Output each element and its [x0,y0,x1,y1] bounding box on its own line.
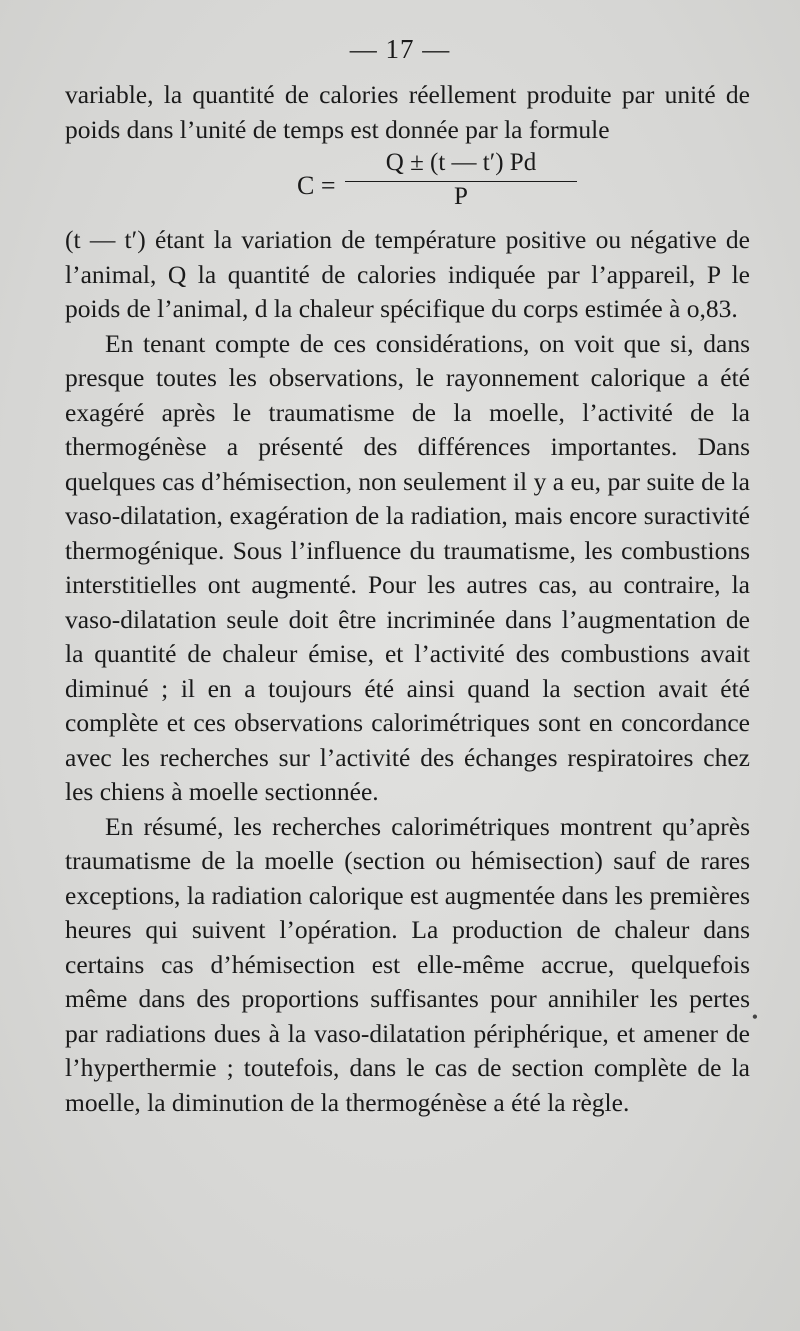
body-text [65,78,750,1120]
formula-numerator: Q ± (t — t′) Pd [345,147,577,182]
formula-fraction [345,147,577,212]
ink-dot: • [751,1007,758,1027]
paragraph-2: En tenant compte de ces considérations, on voit que si, dans presque toutes les observations, le rayonnement calorique a été exagéré après le traumatisme de la moelle, l’activité de la thermogénèse a présenté des différences importantes. Dans quelques cas d’hémisection, non seulement il y a eu, par suite de la vaso-dilatation, exagération de la radiation, mais encore suractivité thermogénique. Sous l’influence du traumatisme, les combustions interstitielles ont augmenté. Pour les autres cas, au contraire, la vaso-dilatation seule doit être incriminée dans l’augmentation de la quantité de chaleur émise, et l’activité des combustions avait diminué ; il en a toujours été ainsi quand la section avait été complète et ces observations calorimétriques sont en concordance avec les recherches sur l’activité des échanges respiratoires chez les chiens à moelle sectionnée. [65,328,750,806]
formula-lhs: C = [297,171,336,200]
page-number: — 17 — [349,34,451,64]
paragraph-1-start: variable, la quantité de calories réellement produite par unité de poids dans l’unité de temps est donnée par la formule [65,80,750,144]
formula [65,147,750,223]
paragraph-3: En résumé, les recherches calorimétriques montrent qu’après traumatisme de la moelle (section ou hémisection) sauf de rares exceptions, la radiation calorique est augmentée dans les premières heures qui suivent l’opération. La production de chaleur dans certains cas d’hémisection est elle-même accrue, quelquefois même dans des proportions suffisantes pour annihiler les pertes par radiations dues à la vaso-dilatation périphérique, et amener de l’hyperthermie ; toutefois, dans le cas de section complète de la moelle, la diminution de la thermogénèse a été la règle. [65,811,750,1117]
formula-denominator: P [454,183,468,210]
paragraph-1-end: (t — t′) étant la variation de température positive ou négative de l’animal, Q la quantité de calories indiquée par l’appareil, P le poids de l’animal, d la chaleur spécifique du corps estimée à o,83. [65,225,750,323]
